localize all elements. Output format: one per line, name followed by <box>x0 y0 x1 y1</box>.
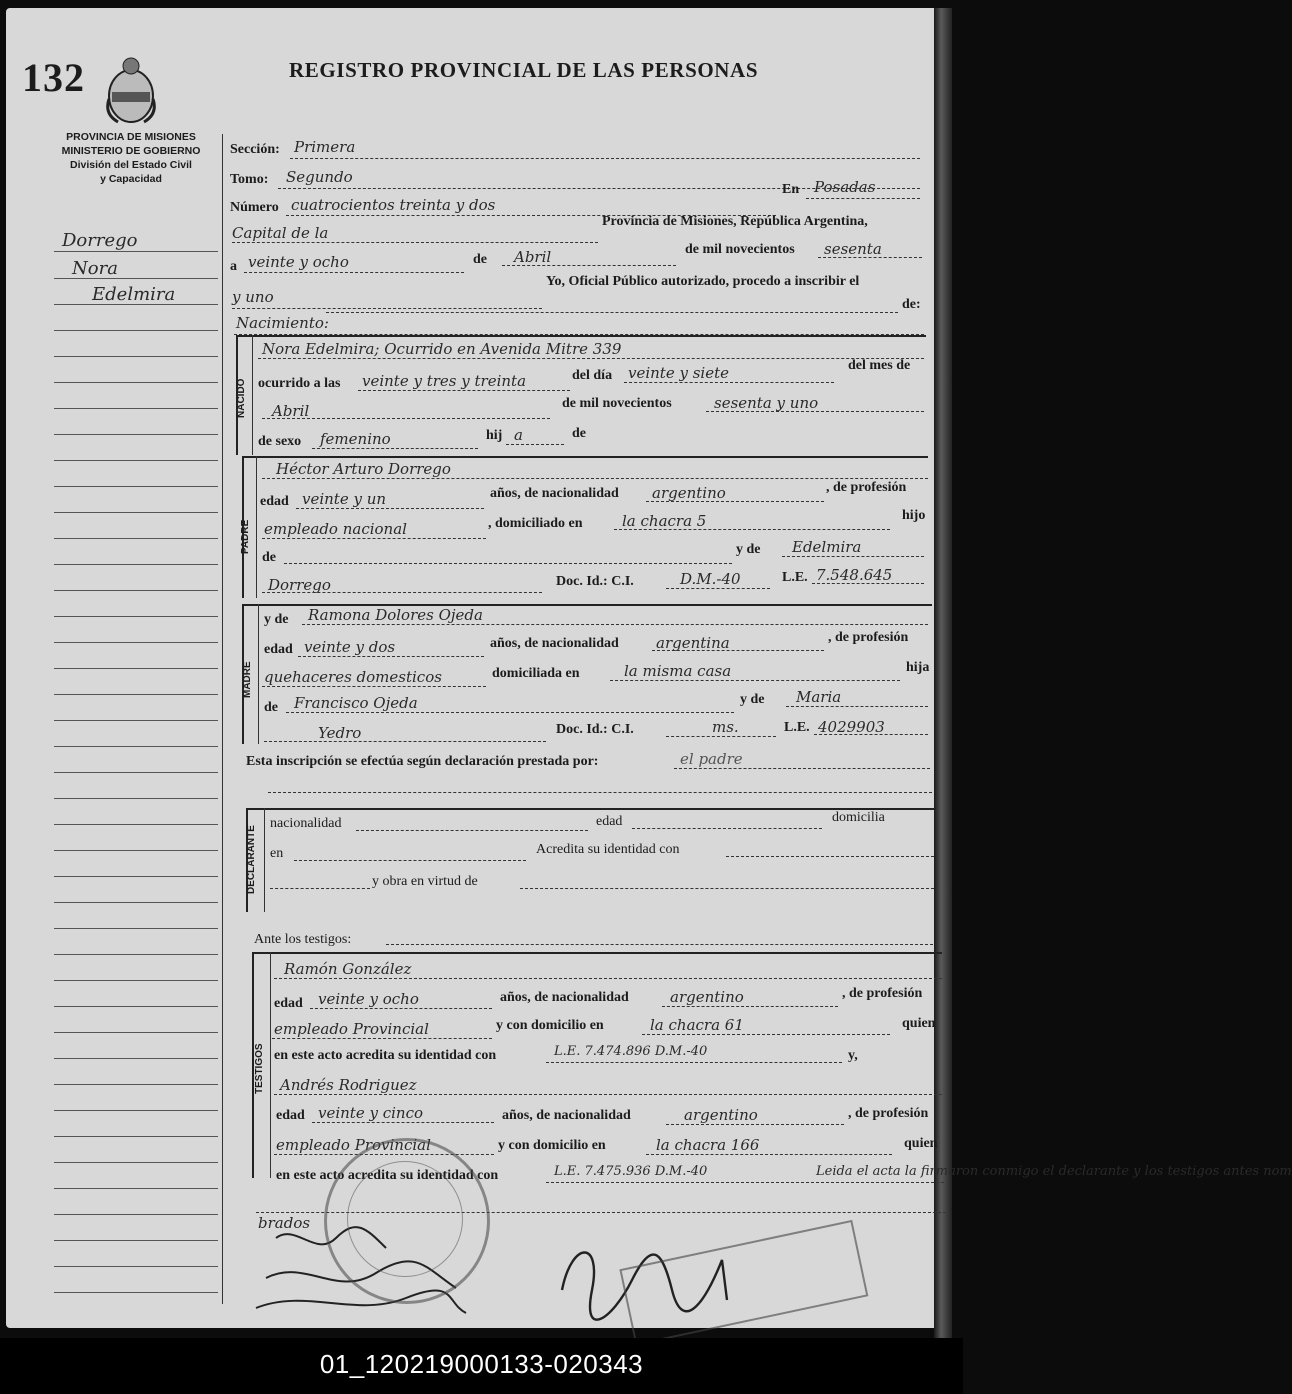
doc-label: Doc. Id.: C.I. <box>556 574 634 589</box>
page-title: REGISTRO PROVINCIAL DE LAS PERSONAS <box>289 58 759 82</box>
mes-nac-value: Abril <box>272 402 310 420</box>
madre-madre-apellido: Yedro <box>318 724 362 742</box>
t2-acredita-label: en este acto acredita su identidad con <box>276 1168 499 1183</box>
madre-yde2-label: y de <box>740 692 765 707</box>
mil-text: de mil novecientos <box>685 242 795 257</box>
del-dia-label: del día <box>572 368 613 383</box>
madre-padre: Francisco Ojeda <box>294 694 418 712</box>
madre-madre: Maria <box>796 688 842 706</box>
madre-profesion-label: , de profesión <box>828 630 909 645</box>
madre-ci: ms. <box>712 718 739 736</box>
t2-anios-label: años, de nacionalidad <box>502 1108 631 1123</box>
testigos-section-label: TESTIGOS <box>254 1043 265 1094</box>
padre-ci: D.M.-40 <box>680 570 741 588</box>
tomo-value: Segundo <box>286 168 353 186</box>
madre-profesion: quehaceres domesticos <box>264 668 442 686</box>
de-label: de <box>473 252 487 267</box>
nacido-nombre: Nora Edelmira; Ocurrido en Avenida Mitre 339 <box>262 340 622 358</box>
sexo-label: de sexo <box>258 434 302 449</box>
padre-le: 7.548.645 <box>816 566 893 584</box>
declaracion-text: Esta inscripción se efectúa según declaración prestada por: <box>246 754 599 769</box>
testigo1-nacionalidad: argentino <box>670 988 744 1006</box>
t1-edad-label: edad <box>274 996 303 1011</box>
hij-value: a <box>514 426 523 444</box>
oficial-text: Yo, Oficial Público autorizado, procedo a inscribir el <box>546 274 860 289</box>
madre-edad-label: edad <box>264 642 293 657</box>
seccion-label: Sección: <box>230 142 280 157</box>
anio-nac-value: sesenta y uno <box>714 394 819 412</box>
declarante-section-label: DECLARANTE <box>246 825 257 894</box>
ante-testigos-label: Ante los testigos: <box>254 932 352 947</box>
testigo1-edad: veinte y ocho <box>318 990 419 1008</box>
madre-nombre: Ramona Dolores Ojeda <box>308 606 483 624</box>
seccion-value: Primera <box>294 138 356 156</box>
testigo1-nombre: Ramón González <box>284 960 412 978</box>
testigo1-domicilio: la chacra 61 <box>650 1016 744 1034</box>
testigo1-profesion: empleado Provincial <box>274 1020 429 1038</box>
dia-value: veinte y ocho <box>248 253 349 271</box>
en-label: En <box>782 182 800 197</box>
domicilio-label: , domiciliado en <box>488 516 583 531</box>
mil-label: de mil novecientos <box>562 396 672 411</box>
dia-nac-value: veinte y siete <box>628 364 730 382</box>
office-line: PROVINCIA DE MISIONES <box>66 131 196 143</box>
cierre-text: Leida el acta la firmaron conmigo el declarante y los testigos antes nom <box>816 1164 1292 1179</box>
madre-le: 4029903 <box>818 718 885 736</box>
nacido-section-label: NACIDO <box>236 378 247 418</box>
ocurrido-label: ocurrido a las <box>258 376 341 391</box>
testigo2-nombre: Andrés Rodriguez <box>280 1076 417 1094</box>
madre-de-label: de <box>264 700 278 715</box>
anio-value2: y uno <box>232 288 274 306</box>
numero-label: Número <box>230 200 279 215</box>
de-nac-label: de <box>572 426 586 441</box>
sexo-value: femenino <box>320 430 391 448</box>
margin-note: Nora <box>72 258 118 279</box>
margin-note: Edelmira <box>92 284 176 305</box>
testigo2-edad: veinte y cinco <box>318 1104 424 1122</box>
hij-label: hij <box>486 428 503 443</box>
cierre-text-2: brados <box>258 1214 311 1232</box>
register-page <box>6 8 1292 1328</box>
madre-nacionalidad: argentina <box>656 634 730 652</box>
edad-label: edad <box>260 494 289 509</box>
padre-nacionalidad: argentino <box>652 484 726 502</box>
t1-anios-label: años, de nacionalidad <box>500 990 629 1005</box>
decl-obra-label: y obra en virtud de <box>372 874 478 889</box>
testigo2-nacionalidad: argentino <box>684 1106 758 1124</box>
padre-madre-apellido: Dorrego <box>268 576 331 594</box>
madre-domicilio-label: domiciliada en <box>492 666 580 681</box>
madre-anios-label: años, de nacionalidad <box>490 636 619 651</box>
padre-edad: veinte y un <box>302 490 387 508</box>
column-divider <box>222 134 223 1304</box>
coat-of-arms-icon <box>104 54 158 126</box>
testigo1-doc: L.E. 7.474.896 D.M.-40 <box>554 1044 708 1059</box>
tomo-label: Tomo: <box>230 172 269 187</box>
decl-nacionalidad-label: nacionalidad <box>270 816 342 831</box>
madre-edad: veinte y dos <box>304 638 396 656</box>
madre-domicilio: la misma casa <box>624 662 732 680</box>
provincia-text: Provincia de Misiones, República Argentina, <box>602 214 868 229</box>
a-label: a <box>230 259 237 274</box>
decl-edad-label: edad <box>596 814 623 829</box>
madre-le-label: L.E. <box>784 720 810 735</box>
t2-profesion-label: , de profesión <box>848 1106 929 1121</box>
hija-label: hija <box>906 660 930 675</box>
t1-quien-label: quien <box>902 1016 936 1031</box>
capital-value: Capital de la <box>232 224 329 242</box>
padre-domicilio: la chacra 5 <box>622 512 707 530</box>
t1-y-label: y, <box>848 1048 858 1063</box>
acto-value: Nacimiento: <box>236 314 329 332</box>
anios-label: años, de nacionalidad <box>490 486 619 501</box>
padre-profesion: empleado nacional <box>264 520 407 538</box>
padre-section-label: PADRE <box>240 519 251 554</box>
le-label: L.E. <box>782 570 808 585</box>
officer-stamp <box>618 1234 868 1334</box>
t1-acredita-label: en este acto acredita su identidad con <box>274 1048 497 1063</box>
hijo-label: hijo <box>902 508 926 523</box>
t1-domicilio-label: y con domicilio en <box>496 1018 604 1033</box>
margin-note: Dorrego <box>62 230 138 251</box>
testigo2-doc: L.E. 7.475.936 D.M.-40 <box>554 1164 708 1179</box>
testigo2-profesion: empleado Provincial <box>276 1136 431 1154</box>
decl-acredita-label: Acredita su identidad con <box>536 842 680 857</box>
mes-label: del mes de <box>848 358 911 373</box>
decl-domicilio-label: domicilia <box>832 810 885 825</box>
t2-quien-label: quien <box>904 1136 938 1151</box>
office-line: y Capacidad <box>100 173 162 185</box>
hora-value: veinte y tres y treinta <box>362 372 527 390</box>
mes-value: Abril <box>514 248 552 266</box>
t2-edad-label: edad <box>276 1108 305 1123</box>
en-value: Posadas <box>814 178 876 196</box>
madre-section-label: MADRE <box>242 661 253 698</box>
padre-de-label: de <box>262 550 276 565</box>
office-line: MINISTERIO DE GOBIERNO <box>61 145 201 157</box>
padre-yde-label: y de <box>736 542 761 557</box>
page-number: 132 <box>22 55 85 100</box>
official-seal <box>324 1138 490 1304</box>
testigo2-domicilio: la chacra 166 <box>656 1136 760 1154</box>
madre-yde-label: y de <box>264 612 289 627</box>
office-header <box>46 130 216 186</box>
madre-doc-label: Doc. Id.: C.I. <box>556 722 634 737</box>
profesion-label: , de profesión <box>826 480 907 495</box>
t1-profesion-label: , de profesión <box>842 986 923 1001</box>
document-id-footer: 01_120219000133-020343 <box>0 1338 963 1394</box>
numero-value: cuatrocientos treinta y dos <box>291 196 496 214</box>
declaracion-value: el padre <box>680 750 743 768</box>
anio-value: sesenta <box>824 240 882 258</box>
de-colon: de: <box>902 297 921 312</box>
padre-madre: Edelmira <box>792 538 862 556</box>
office-line: División del Estado Civil <box>70 159 192 171</box>
t2-domicilio-label: y con domicilio en <box>498 1138 606 1153</box>
padre-nombre: Héctor Arturo Dorrego <box>276 460 451 478</box>
decl-en-label: en <box>270 846 284 861</box>
